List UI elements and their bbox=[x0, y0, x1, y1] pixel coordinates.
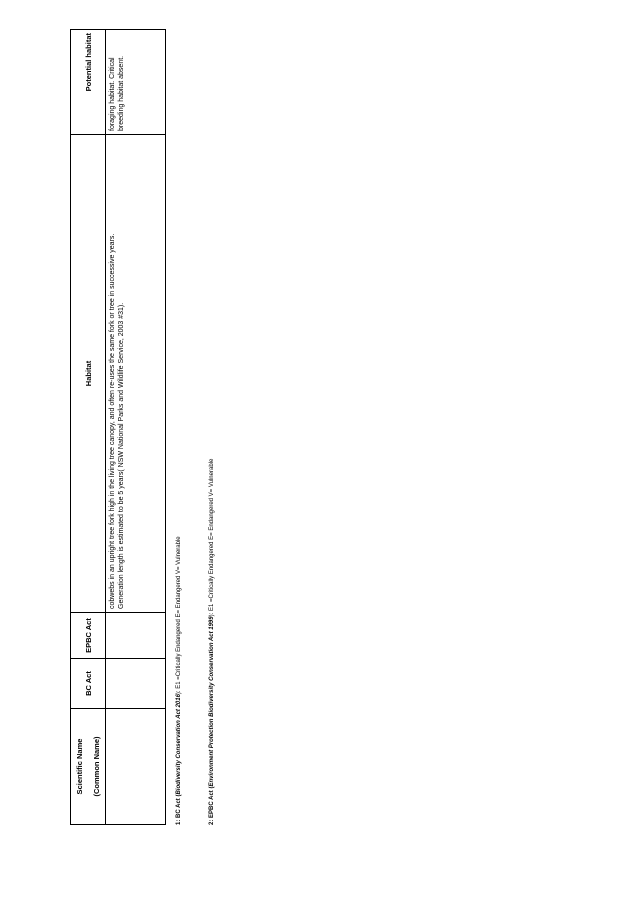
rotated-page-content bbox=[70, 30, 330, 825]
footnote-bc-act-name: Biodiversity Conservation Act 2016 bbox=[176, 694, 182, 795]
scientific-name-header-label: Scientific Name bbox=[75, 738, 84, 795]
habitat-text-line-2: Generation length is estimated to be 5 years( NSW National Parks and Wildlife Service, 2003 #31). bbox=[118, 302, 125, 609]
epbc-act-cell bbox=[106, 613, 166, 659]
bc-act-cell bbox=[106, 659, 166, 709]
footnote-epbc-act-suffix: ): E1 =Critically Endangered E= Endangered V= Vulnerable bbox=[209, 458, 215, 617]
threatened-species-table bbox=[70, 29, 166, 825]
habitat-text-line-1: cobwebs in an upright tree fork high in the living tree canopy, and often re-uses the same fork or tree in successive years. bbox=[109, 233, 116, 609]
table-header-row bbox=[71, 30, 106, 825]
habitat-cell bbox=[106, 135, 166, 613]
footnote-epbc-act-name: Environment Protection Biodiversity Conservation Act 1999 bbox=[209, 616, 215, 787]
footnote-epbc-act-prefix: 2: EPBC Act ( bbox=[209, 786, 215, 825]
bc-act-header: BC Act bbox=[71, 659, 106, 709]
footnote-bc-act-suffix: ): E1 =Critically Endangered E= Endangered V= Vulnerable bbox=[176, 536, 182, 695]
habitat-header: Habitat bbox=[71, 135, 106, 613]
footnote-bc-act bbox=[176, 536, 182, 825]
potential-habitat-cell: foraging habitat. Critical breeding habitat absent. bbox=[106, 30, 166, 135]
table-row bbox=[106, 30, 166, 825]
potential-habitat-header: Potential habitat bbox=[71, 30, 106, 135]
epbc-act-header: EPBC Act bbox=[71, 613, 106, 659]
scientific-name-header bbox=[71, 709, 106, 825]
footnote-epbc-act bbox=[209, 459, 215, 825]
scientific-name-cell bbox=[106, 709, 166, 825]
footnote-bc-act-prefix: 1: BC Act ( bbox=[176, 794, 182, 825]
common-name-header-label: (Common Name) bbox=[92, 736, 101, 797]
